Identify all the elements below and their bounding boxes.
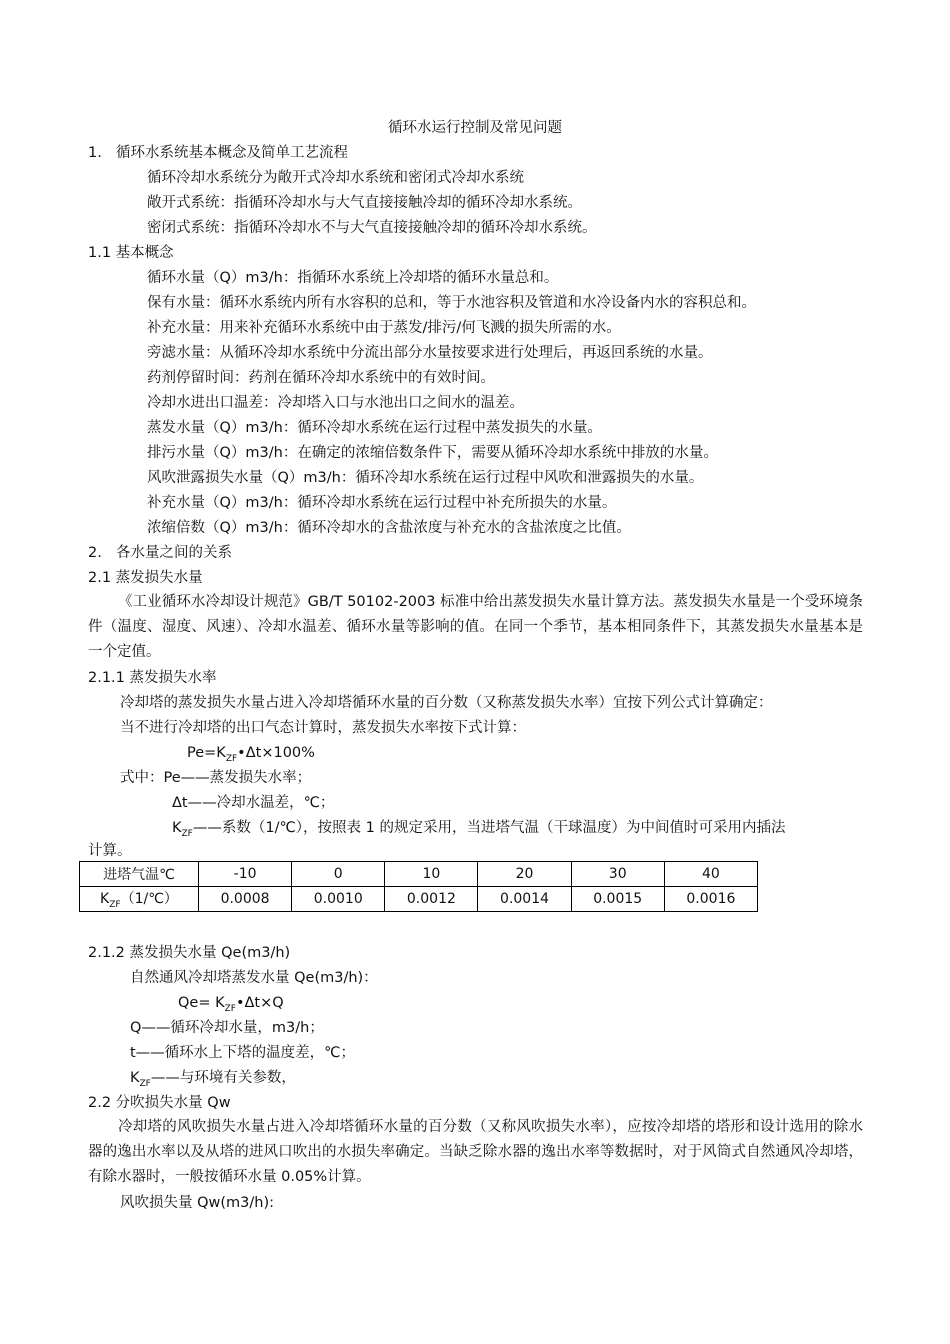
table-cell: 30 — [571, 862, 664, 887]
table-row-header: 进塔气温℃ — [80, 862, 199, 887]
k-subscript: ZF — [139, 1079, 151, 1089]
formula-pe-left: Pe=K — [187, 745, 226, 761]
definition-item: 补充水量：用来补充循环水系统中由于蒸发/排污/何飞溅的损失所需的水。 — [147, 320, 621, 336]
kzf-header-subscript: ZF — [109, 900, 121, 910]
section-1-para-2: 敞开式系统：指循环冷却水与大气直接接触冷却的循环冷却水系统。 — [147, 195, 582, 211]
definition-item: 浓缩倍数（Q）m3/h：循环冷却水的含盐浓度与补充水的含盐浓度之比值。 — [147, 520, 631, 536]
definition-item: 排污水量（Q）m3/h：在确定的浓缩倍数条件下，需要从循环冷却水系统中排放的水量。 — [147, 445, 718, 461]
section-2-2-paragraph: 冷却塔的风吹损失水量占进入冷却塔循环水量的百分数（又称风吹损失水率），应按冷却塔的塔形和设计选用的除水器的逸出水率以及从塔的进风口吹出的水损失率确定。当缺乏除水器的逸出水率等数据时，对于风筒式自然通风冷却塔，有除水器时，一般按循环水量 0.05%计算。 — [88, 1119, 863, 1185]
kzf-symbol: K — [172, 820, 182, 836]
section-1-number: 1. — [88, 145, 102, 161]
formula-pe — [187, 743, 315, 769]
formula-kzf-line — [172, 818, 785, 844]
table-cell: 10 — [385, 862, 478, 887]
table-cell: 0.0015 — [571, 887, 664, 912]
kzf-header-unit: （1/℃） — [120, 891, 178, 907]
definition-item: 补充水量（Q）m3/h：循环冷却水系统在运行过程中补充所损失的水量。 — [147, 495, 617, 511]
section-2-1-1-para-2: 当不进行冷却塔的出口气态计算时，蒸发损失水率按下式计算： — [120, 720, 526, 736]
section-1-para-3: 密闭式系统：指循环冷却水不与大气直接接触冷却的循环冷却水系统。 — [147, 220, 597, 236]
kzf-description: ——系数（1/℃），按照表 1 的规定采用，当进塔气温（干球温度）为中间值时可采用内插法 — [192, 820, 786, 836]
table-cell: 0 — [292, 862, 385, 887]
definition-item: 保有水量：循环水系统内所有水容积的总和，等于水池容积及管道和水冷设备内水的容积总和。 — [147, 295, 756, 311]
section-2-1-2-para-1: 自然通风冷却塔蒸发水量 Qe(m3/h)： — [130, 970, 378, 986]
section-1-heading — [88, 143, 348, 163]
section-1-para-1: 循环冷却水系统分为敞开式冷却水系统和密闭式冷却水系统 — [147, 170, 524, 186]
definition-item: 旁滤水量：从循环冷却水系统中分流出部分水量按要求进行处理后，再返回系统的水量。 — [147, 345, 713, 361]
section-2-1-2-heading: 2.1.2 蒸发损失水量 Qe(m3/h) — [88, 945, 291, 961]
definition-item: 蒸发水量（Q）m3/h：循环冷却水系统在运行过程中蒸发损失的水量。 — [147, 420, 602, 436]
k-symbol: K — [130, 1070, 140, 1086]
section-2-1-paragraph: 《工业循环水冷却设计规范》GB/T 50102-2003 标准中给出蒸发损失水量计算方法。蒸发损失水量是一个受环境条件（温度、湿度、风速）、冷却水温差、循环水量等影响的值。在同一个季节，基本相同条件下，其蒸发损失水量基本是一个定值。 — [88, 594, 863, 660]
table-cell: 0.0016 — [664, 887, 757, 912]
formula-dt-line: Δt——冷却水温差，℃； — [172, 795, 335, 811]
section-2-1-1-heading: 2.1.1 蒸发损失水率 — [88, 670, 217, 686]
definition-item: 风吹泄露损失水量（Q）m3/h：循环冷却水系统在运行过程中风吹和泄露损失的水量。 — [147, 470, 704, 486]
definition-item: 冷却水进出口温差：冷却塔入口与水池出口之间水的温差。 — [147, 395, 524, 411]
table-cell: 0.0008 — [199, 887, 292, 912]
section-2-number: 2. — [88, 545, 102, 561]
table-cell: 40 — [664, 862, 757, 887]
kzf-table — [79, 861, 758, 912]
definition-item: 循环水量（Q）m3/h：指循环水系统上冷却塔的循环水量总和。 — [147, 270, 559, 286]
kzf-header-symbol: K — [100, 891, 110, 907]
formula-kzf-line-cont: 计算。 — [88, 843, 132, 859]
formula-t-line: t——循环水上下塔的温度差，℃； — [130, 1045, 355, 1061]
table-cell: 0.0012 — [385, 887, 478, 912]
section-2-title: 各水量之间的关系 — [116, 545, 232, 561]
document-title: 循环水运行控制及常见问题 — [388, 120, 562, 136]
definition-item: 药剂停留时间：药剂在循环冷却水系统中的有效时间。 — [147, 370, 495, 386]
section-2-2-last-line: 风吹损失量 Qw(m3/h): — [120, 1195, 275, 1211]
kzf-subscript: ZF — [181, 829, 193, 839]
formula-pe-right: •Δt×100% — [237, 745, 315, 761]
formula-q-line: Q——循环冷却水量，m3/h； — [130, 1020, 324, 1036]
k-description: ——与环境有关参数， — [150, 1070, 296, 1086]
section-2-1-heading: 2.1 蒸发损失水量 — [88, 570, 203, 586]
formula-k-line — [130, 1068, 296, 1094]
section-2-heading — [88, 543, 232, 563]
section-2-2-heading: 2.2 分吹损失水量 Qw — [88, 1095, 231, 1111]
table-row-header — [80, 887, 199, 912]
table-row — [80, 862, 758, 887]
table-cell: 20 — [478, 862, 571, 887]
formula-pe-subscript: ZF — [225, 754, 238, 764]
formula-qe-right: •Δt×Q — [235, 995, 284, 1011]
formula-qe-left: Qe= K — [178, 995, 225, 1011]
table-cell: 0.0010 — [292, 887, 385, 912]
table-row — [80, 887, 758, 912]
formula-qe — [178, 993, 284, 1019]
section-1-1-heading: 1.1 基本概念 — [88, 245, 174, 261]
section-2-1-1-para-1: 冷却塔的蒸发损失水量占进入冷却塔循环水量的百分数（又称蒸发损失水率）宜按下列公式计算确定： — [120, 695, 773, 711]
formula-where-line: 式中：Pe——蒸发损失水率； — [120, 770, 312, 786]
formula-qe-subscript: ZF — [224, 1004, 236, 1014]
table-cell: -10 — [199, 862, 292, 887]
table-cell: 0.0014 — [478, 887, 571, 912]
section-1-title: 循环水系统基本概念及简单工艺流程 — [116, 145, 348, 161]
